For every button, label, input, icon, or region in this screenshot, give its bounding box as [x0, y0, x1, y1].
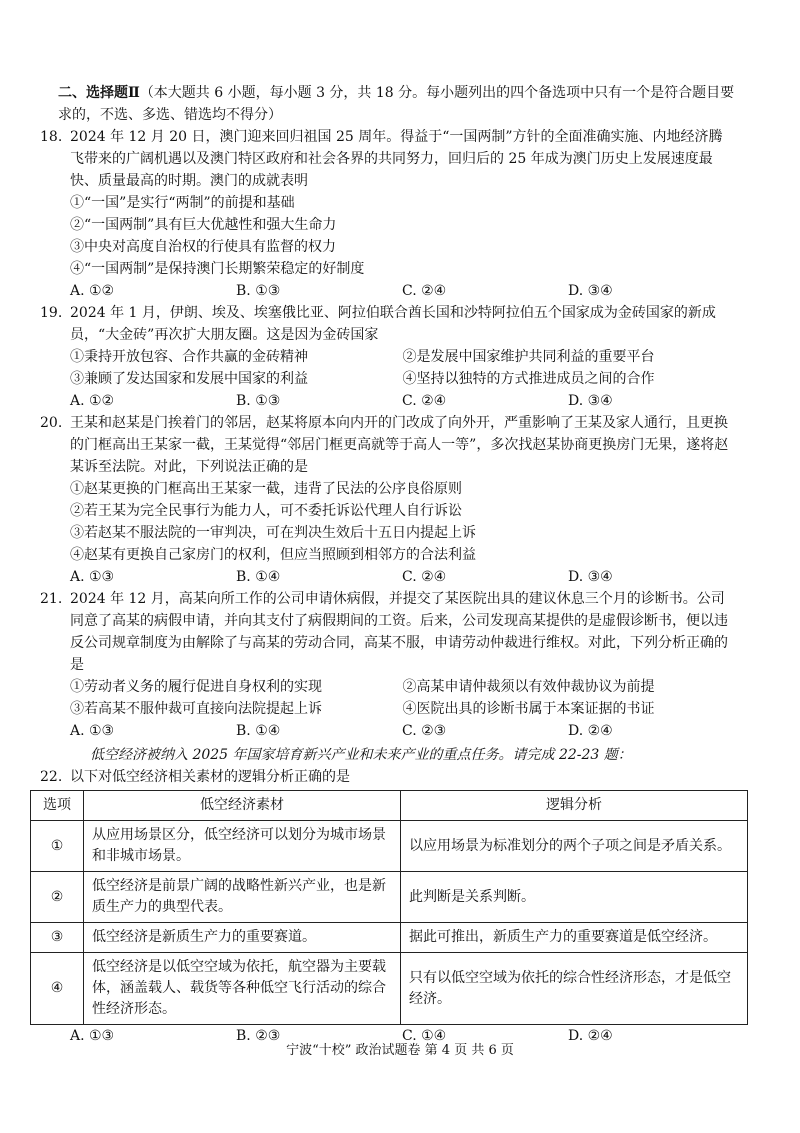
choice-b: B. ①③ — [236, 283, 281, 299]
table-cell: 低空经济是以低空空域为依托，航空器为主要载体，涵盖载人、载货等各种低空飞行活动的综合性经济形态。 — [84, 953, 401, 1025]
statement: ②“一国两制”具有巨大优越性和强大生命力 — [70, 217, 337, 233]
table-row — [31, 872, 748, 923]
question-number: 20. — [40, 415, 63, 431]
choice-c: C. ②④ — [402, 283, 447, 299]
page-footer: 宁波“十校” 政治试题卷 第 4 页 共 6 页 — [286, 1043, 514, 1058]
question-stem: 王某和赵某是门挨着门的邻居，赵某将原本向内开的门改成了向外开，严重影响了王某及家人通行，且更换的门框高出王某家一截，王某觉得“邻居门框更高就等于高人一等”，多次找赵某协商更换房门无果，遂将赵某诉至法院。对此，下列说法正确的是 — [70, 415, 729, 475]
answer-choices — [70, 280, 735, 302]
answer-choices — [70, 720, 735, 742]
choice-d: D. ③④ — [568, 393, 613, 409]
statement: ③若高某不服仲裁可直接向法院提起上诉 — [70, 701, 322, 717]
table-row — [31, 821, 748, 872]
choice-d: D. ③④ — [568, 283, 613, 299]
statement: ②是发展中国家维护共同利益的重要平台 — [402, 349, 655, 365]
choice-c: C. ①④ — [402, 1028, 447, 1044]
statement: ①劳动者义务的履行促进自身权利的实现 — [70, 679, 322, 695]
table-cell: ③ — [31, 923, 84, 953]
section-header — [58, 82, 735, 126]
question-stem: 以下对低空经济相关素材的逻辑分析正确的是 — [70, 769, 350, 785]
table-cell: 以应用场景为标准划分的两个子项之间是矛盾关系。 — [401, 821, 748, 872]
question-number: 18. — [40, 129, 63, 145]
choice-a: A. ①② — [70, 393, 115, 409]
statement: ③兼顾了发达国家和发展中国家的利益 — [70, 371, 308, 387]
statement: ②高某申请仲裁须以有效仲裁协议为前提 — [402, 679, 655, 695]
section-heading: 二、选择题Ⅱ — [58, 85, 140, 101]
question-stem: 2024 年 12 月，高某向所工作的公司申请休病假，并提交了某医院出具的建议休息三个月的诊断书。公司同意了高某的病假申请，并向其支付了病假期间的工资。后来，公司发现高某提供的是虚假诊断书，便以违反公司规章制度为由解除了与高某的劳动合同，高某不服，申请劳动仲裁进行维权。对此，下列分析正确的是 — [70, 591, 728, 673]
statement: ③中央对高度自治权的行使具有监督的权力 — [70, 239, 336, 255]
table-cell: ② — [31, 872, 84, 923]
statement: ④赵某有更换自己家房门的权利，但应当照顾到相邻方的合法利益 — [70, 547, 476, 563]
question-number: 19. — [40, 305, 63, 321]
question-20 — [40, 412, 735, 588]
answer-choices — [70, 566, 735, 588]
question-stem: 2024 年 12 月 20 日，澳门迎来回归祖国 25 周年。得益于“一国两制”方针的全面准确实施、内地经济腾飞带来的广阔机遇以及澳门特区政府和社会各界的共同努力，回归后的 25 年成为澳门历史上发展速度最快、质量最高的时期。澳门的成就表明 — [70, 129, 723, 189]
material-intro: 低空经济被纳入 2025 年国家培育新兴产业和未来产业的重点任务。请完成 22-23 题： — [90, 747, 632, 763]
choice-b: B. ②③ — [236, 1028, 281, 1044]
choice-a: A. ①③ — [70, 1028, 115, 1044]
choice-c: C. ②④ — [402, 393, 447, 409]
table-cell: ① — [31, 821, 84, 872]
choice-b: B. ①③ — [236, 393, 281, 409]
choice-c: C. ②④ — [402, 569, 447, 585]
question-22 — [40, 766, 735, 1047]
question-number: 21. — [40, 591, 63, 607]
table-cell: 低空经济是新质生产力的重要赛道。 — [84, 923, 401, 953]
choice-a: A. ①③ — [70, 569, 115, 585]
logic-table — [30, 790, 748, 1025]
statement: ④坚持以独特的方式推进成员之间的合作 — [402, 371, 655, 387]
choice-c: C. ②③ — [402, 723, 447, 739]
choice-a: A. ①③ — [70, 723, 115, 739]
table-cell: 只有以低空空域为依托的综合性经济形态，才是低空经济。 — [401, 953, 748, 1025]
choice-b: B. ①④ — [236, 723, 281, 739]
column-header: 低空经济素材 — [84, 791, 401, 821]
choice-a: A. ①② — [70, 283, 115, 299]
statement: ④“一国两制”是保持澳门长期繁荣稳定的好制度 — [70, 261, 365, 277]
table-row — [31, 953, 748, 1025]
column-header: 逻辑分析 — [401, 791, 748, 821]
section-description: （本大题共 6 小题，每小题 3 分，共 18 分。每小题列出的四个备选项中只有一个是符合题目要求的，不选、多选、错选均不得分） — [58, 85, 735, 123]
choice-d: D. ③④ — [568, 569, 613, 585]
statement: ③若赵某不服法院的一审判决，可在判决生效后十五日内提起上诉 — [70, 525, 476, 541]
choice-d: D. ②④ — [568, 723, 613, 739]
table-cell: 据此可推出，新质生产力的重要赛道是低空经济。 — [401, 923, 748, 953]
question-21 — [40, 588, 735, 742]
table-cell: 此判断是关系判断。 — [401, 872, 748, 923]
table-row — [31, 923, 748, 953]
exam-page — [40, 82, 735, 1047]
table-cell: ④ — [31, 953, 84, 1025]
statement: ①秉持开放包容、合作共赢的金砖精神 — [70, 349, 308, 365]
table-cell: 从应用场景区分，低空经济可以划分为城市场景和非城市场景。 — [84, 821, 401, 872]
question-18 — [40, 126, 735, 302]
choice-b: B. ①④ — [236, 569, 281, 585]
question-number: 22. — [40, 769, 63, 785]
table-header-row — [31, 791, 748, 821]
question-19 — [40, 302, 735, 412]
statement: ②若王某为完全民事行为能力人，可不委托诉讼代理人自行诉讼 — [70, 503, 462, 519]
answer-choices — [70, 390, 735, 412]
statement: ①赵某更换的门框高出王某家一截，违背了民法的公序良俗原则 — [70, 481, 462, 497]
question-stem: 2024 年 1 月，伊朗、埃及、埃塞俄比亚、阿拉伯联合酋长国和沙特阿拉伯五个国家成为金砖国家的新成员，“大金砖”再次扩大朋友圈。这是因为金砖国家 — [70, 305, 716, 343]
table-cell: 低空经济是前景广阔的战略性新兴产业，也是新质生产力的典型代表。 — [84, 872, 401, 923]
statement: ④医院出具的诊断书属于本案证据的书证 — [402, 701, 655, 717]
statement: ①“一国”是实行“两制”的前提和基础 — [70, 195, 295, 211]
column-header: 选项 — [31, 791, 84, 821]
choice-d: D. ②④ — [568, 1028, 613, 1044]
